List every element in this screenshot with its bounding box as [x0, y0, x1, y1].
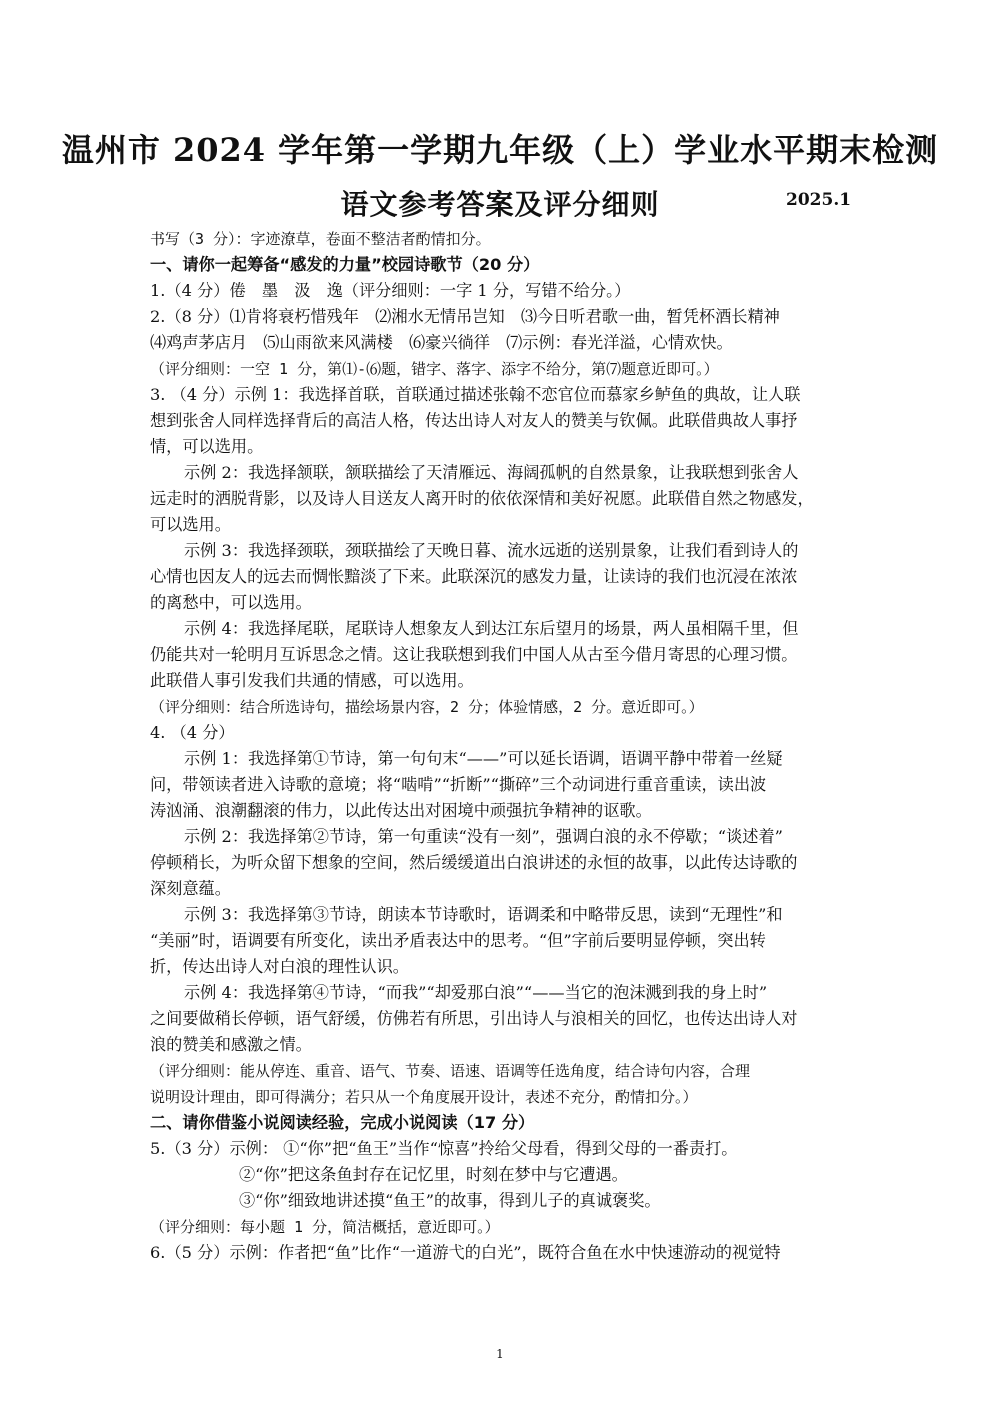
scoring-note-line: （评分细则：结合所选诗句，描绘场景内容，2 分；体验情感，2 分。意近即可。） — [150, 698, 704, 716]
text-line: 远走时的洒脱背影，以及诗人目送友人离开时的依依深情和美好祝愿。此联借自然之物感发， — [150, 489, 814, 508]
section-heading: 一、请你一起筹备“感发的力量”校园诗歌节（20 分） — [150, 255, 540, 274]
text-line: “美丽”时，语调要有所变化，读出矛盾表达中的思考。“但”字前后要明显停顿，突出转 — [150, 931, 766, 950]
scoring-note-line: （评分细则：每小题 1 分，简洁概括，意近即可。） — [150, 1218, 500, 1236]
text-line: ③“你”细致地讲述摸“鱼王”的故事，得到儿子的真诚褒奖。 — [239, 1191, 661, 1210]
text-line: 示例 4：我选择第④节诗，“而我”“却爱那白浪”“——当它的泡沫溅到我的身上时” — [184, 983, 768, 1002]
answer-body — [150, 226, 850, 1266]
text-line: 示例 2：我选择第②节诗，第一句重读“没有一刻”，强调白浪的永不停歇；“谈述着” — [184, 827, 783, 846]
document-date: 2025.1 — [786, 190, 852, 210]
text-line: 心情也因友人的远去而惆怅黯淡了下来。此联深沉的感发力量，让读诗的我们也沉浸在浓浓 — [150, 567, 798, 586]
text-line: 示例 3：我选择第③节诗，朗读本节诗歌时，语调柔和中略带反思，读到“无理性”和 — [184, 905, 783, 924]
text-line: 深刻意蕴。 — [150, 879, 231, 898]
text-line: 仍能共对一轮明月互诉思念之情。这让我联想到我们中国人从古至今借月寄思的心理习惯。 — [150, 645, 798, 664]
text-line: 停顿稍长，为听众留下想象的空间，然后缓缓道出白浪讲述的永恒的故事，以此传达诗歌的 — [150, 853, 798, 872]
text-line: 示例 1：我选择第①节诗，第一句句末“——”可以延长语调，语调平静中带着一丝疑 — [184, 749, 783, 768]
text-line: 此联借人事引发我们共通的情感，可以选用。 — [150, 671, 474, 690]
text-line: 示例 3：我选择颈联，颈联描绘了天晚日暮、流水远逝的送别景象，让我们看到诗人的 — [184, 541, 799, 560]
text-line: 1.（4 分）倦 墨 汲 逸（评分细则：一字 1 分，写错不给分。） — [150, 281, 631, 300]
text-line: 5.（3 分）示例： ①“你”把“鱼王”当作“惊喜”拎给父母看，得到父母的一番责打。 — [150, 1139, 738, 1158]
section-heading: 二、请你借鉴小说阅读经验，完成小说阅读（17 分） — [150, 1113, 535, 1132]
text-line: ⑷鸡声茅店月 ⑸山雨欲来风满楼 ⑹豪兴徜徉 ⑺示例：春光洋溢，心情欢快。 — [150, 333, 733, 352]
page-number: 1 — [496, 1347, 504, 1361]
scoring-note-line: 书写（3 分）：字迹潦草，卷面不整洁者酌情扣分。 — [150, 230, 491, 248]
text-line: 折，传达出诗人对白浪的理性认识。 — [150, 957, 409, 976]
text-line: 2.（8 分）⑴肯将衰朽惜残年 ⑵湘水无情吊岂知 ⑶今日听君歌一曲，暂凭杯酒长精神 — [150, 307, 780, 326]
text-line: 之间要做稍长停顿，语气舒缓，仿佛若有所思，引出诗人与浪相关的回忆，也传达出诗人对 — [150, 1009, 798, 1028]
scoring-note-line: （评分细则：一空 1 分，第⑴-⑹题，错字、落字、添字不给分，第⑺题意近即可。） — [150, 360, 719, 378]
text-line: 想到张舍人同样选择背后的高洁人格，传达出诗人对友人的赞美与钦佩。此联借典故人事抒 — [150, 411, 798, 430]
document-subtitle: 语文参考答案及评分细则 — [340, 188, 660, 221]
text-line: 6.（5 分）示例：作者把“鱼”比作“一道游弋的白光”，既符合鱼在水中快速游动的视觉特 — [150, 1243, 781, 1262]
scoring-note-line: （评分细则：能从停连、重音、语气、节奏、语速、语调等任选角度，结合诗句内容，合理 — [150, 1062, 751, 1080]
document-title: 温州市 2024 学年第一学期九年级（上）学业水平期末检测 — [61, 131, 939, 169]
text-line: 示例 4：我选择尾联，尾联诗人想象友人到达江东后望月的场景，两人虽相隔千里，但 — [184, 619, 799, 638]
text-line: 的离愁中，可以选用。 — [150, 593, 312, 612]
text-line: 4. （4 分） — [150, 723, 235, 742]
text-line: ②“你”把这条鱼封存在记忆里，时刻在梦中与它遭遇。 — [239, 1165, 628, 1184]
text-line: 可以选用。 — [150, 515, 231, 534]
text-line: 示例 2：我选择颔联，颔联描绘了天清雁远、海阔孤帆的自然景象，让我联想到张舍人 — [184, 463, 799, 482]
text-line: 涛汹涌、浪潮翻滚的伟力，以此传达出对困境中顽强抗争精神的讴歌。 — [150, 801, 652, 820]
text-line: 浪的赞美和感激之情。 — [150, 1035, 312, 1054]
text-line: 问，带领读者进入诗歌的意境；将“啮啃”“折断”“撕碎”三个动词进行重音重读，读出波 — [150, 775, 767, 794]
text-line: 情，可以选用。 — [150, 437, 264, 456]
scoring-note-line: 说明设计理由，即可得满分；若只从一个角度展开设计，表述不充分，酌情扣分。） — [150, 1088, 698, 1106]
text-line: 3. （4 分）示例 1：我选择首联，首联通过描述张翰不恋官位而慕家乡鲈鱼的典故，让人联 — [150, 385, 801, 404]
